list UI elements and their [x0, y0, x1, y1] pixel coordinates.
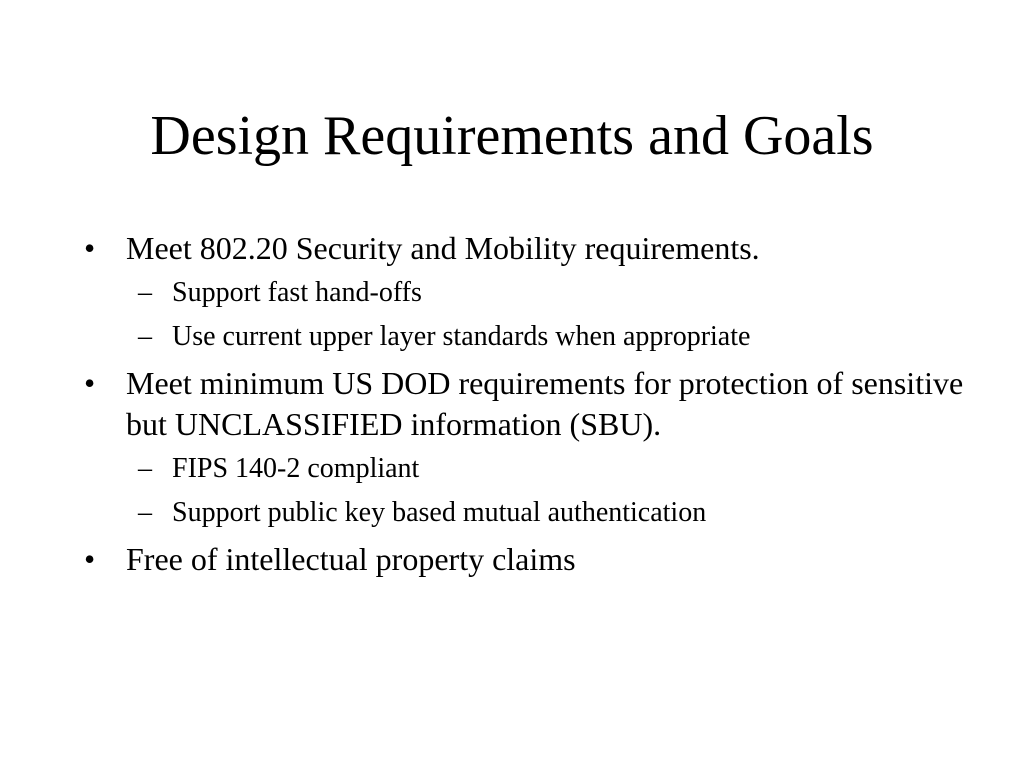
sub-bullet-marker: – — [138, 453, 152, 484]
sub-bullet-item — [126, 447, 964, 491]
bullet-text: Free of intellectual property claims — [126, 541, 576, 577]
sub-bullet-item — [126, 315, 964, 359]
sub-bullet-marker: – — [138, 321, 152, 352]
sub-bullet-marker: – — [138, 497, 152, 528]
sub-bullet-list — [126, 271, 964, 359]
slide-title: Design Requirements and Goals — [150, 105, 874, 167]
bullet-text: Meet 802.20 Security and Mobility requirements. — [126, 230, 760, 266]
bullet-item — [84, 363, 964, 535]
bullet-text: Meet minimum US DOD requirements for protection of sensitive but UNCLASSIFIED information (SBU). — [126, 365, 964, 442]
sub-bullet-text: FIPS 140-2 compliant — [172, 453, 420, 484]
sub-bullet-text: Support public key based mutual authentication — [172, 497, 707, 528]
bullet-list — [84, 228, 964, 584]
sub-bullet-list — [126, 447, 964, 535]
bullet-item — [84, 539, 964, 580]
sub-bullet-item — [126, 491, 964, 535]
sub-bullet-item — [126, 271, 964, 315]
bullet-marker: • — [84, 365, 96, 401]
bullet-item — [84, 228, 964, 359]
bullet-marker: • — [84, 541, 96, 577]
sub-bullet-text: Support fast hand-offs — [172, 277, 422, 308]
sub-bullet-text: Use current upper layer standards when appropriate — [172, 321, 751, 352]
bullet-marker: • — [84, 230, 96, 266]
sub-bullet-marker: – — [138, 277, 152, 308]
